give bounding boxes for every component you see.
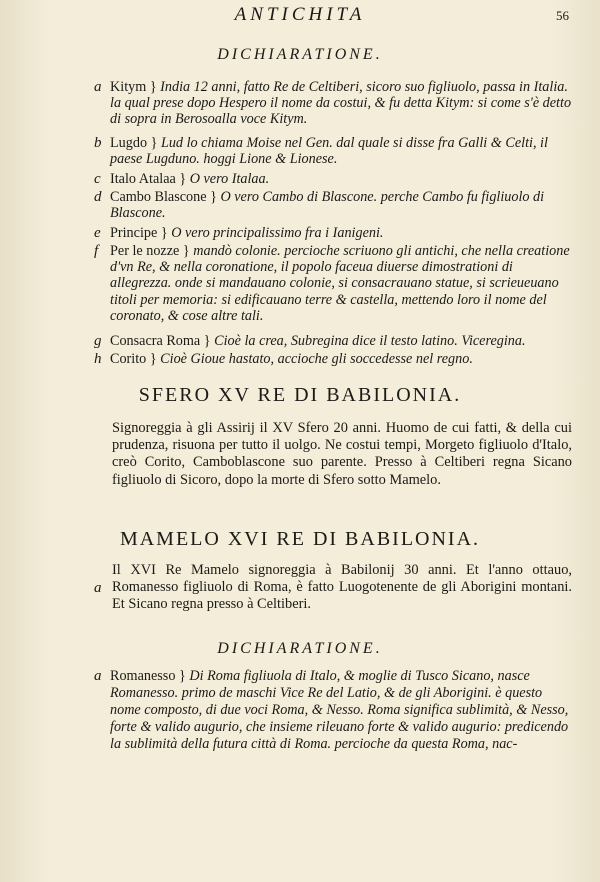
note-marker: c <box>94 171 101 187</box>
note-entry: Romanesso } Di Roma figliuola di Italo, & moglie di Tusco Sicano, nasce Romanesso. primo de maschi Vice Re del Latio, & de gli Aborigini. è questo nome composto, di due voci Roma, & Nesso. Roma significa sublimità, & Nesso, forte & valido augurio, che insieme rileuano forte & valido augurio: predicendo la sublimità della futura città di Roma. percioche da questa Roma, nac- <box>110 668 569 752</box>
note-entry: Italo Atalaa } O vero Italaa. <box>110 171 270 187</box>
note-entry: Kitym } India 12 anni, fatto Re de Celtiberi, sicoro suo figliuolo, passa in Italia. la qual prese dopo Hespero il nome da costui, & fu detta Kitym: si come s'è detto di sopra in Berosoalla voce Kitym. <box>110 79 572 128</box>
note-text: Cioè la crea, Subregina dice il testo latino. Viceregina. <box>214 333 526 349</box>
body-paragraph: Il XVI Re Mamelo signoreggia à Babilonij 30 anni. Et l'anno ottauo, Romanesso figliuolo di Roma, è fatto Luogotenente de gli Aborigini montani. Et Sicano regna presso à Celtiberi. <box>112 562 572 613</box>
note-entry: Principe } O vero principalissimo fra i Ianigeni. <box>110 225 384 241</box>
note-marker: d <box>94 189 102 205</box>
note-term: Principe <box>110 225 158 241</box>
paragraph-marker: a <box>94 580 102 596</box>
note-term: Per le nozze <box>110 243 180 259</box>
note-text: India 12 anni, fatto Re de Celtiberi, sicoro suo figliuolo, passa in Italia. la qual prese dopo Hespero il nome da costui, & fu detta Kitym: si come s'è detto di sopra in Berosoalla voce Kitym. <box>110 79 572 128</box>
note-entry: Per le nozze } mandò colonie. percioche scriuono gli antichi, che nella creatione d'vn Re, & nella coronatione, il popolo faceua diuerse dimostrationi di allegrezza. onde si mandauano colonie, si consacrauano statue, si scrieueuano titoli per memoria: si edificauano terre & castella, mettendo loro il nome del coronato, & cose altre tali. <box>110 243 570 324</box>
note-entry: Lugdo } Lud lo chiama Moise nel Gen. dal quale si disse fra Galli & Celti, il paese Lugduno. hoggi Lione & Lionese. <box>110 135 548 168</box>
note-entry: Cambo Blascone } O vero Cambo di Blascone. perche Cambo fu figliuolo di Blascone. <box>110 189 545 222</box>
note-term: Cambo Blascone <box>110 189 207 205</box>
section-title-dichiaratione: DICHIARATIONE. <box>217 640 383 657</box>
note-term: Lugdo <box>110 135 148 151</box>
body-paragraph: Signoreggia à gli Assirij il XV Sfero 20 anni. Huomo de cui fatti, & della cui prudenza, risuona per tutto il uolgo. Ne costui tempi, Morgeto figliuolo d'Italo, creò Corito, Camboblascone suo parente. Presso à Celtiberi regna Sicano figliuolo di Sicoro, dopo la morte di Sfero sotto Mamelo. <box>112 420 572 488</box>
section-title-dichiaratione: DICHIARATIONE. <box>217 46 383 63</box>
note-marker: g <box>94 333 102 349</box>
note-term: Consacra Roma <box>110 333 201 349</box>
note-marker: a <box>94 668 102 684</box>
note-marker: f <box>94 243 99 259</box>
note-entry: Corito } Cioè Gioue hastato, accioche gli soccedesse nel regno. <box>110 351 473 367</box>
note-term: Corito <box>110 351 147 367</box>
note-text: Cioè Gioue hastato, accioche gli soccedesse nel regno. <box>160 351 473 367</box>
note-marker: e <box>94 225 101 241</box>
chapter-heading-mamelo: MAMELO XVI RE DI BABILONIA. <box>119 528 481 550</box>
note-marker: a <box>94 79 102 95</box>
page-number: 56 <box>556 8 569 23</box>
note-text: mandò colonie. percioche scriuono gli antichi, che nella creatione d'vn Re, & nella coronatione, il popolo faceua diuerse dimostrationi di allegrezza. onde si mandauano colonie, si consacrauano statue, si scrieueuano titoli per memoria: si edificauano terre & castella, mettendo loro il nome del coronato, & cose altre tali. <box>110 243 570 324</box>
note-text: O vero Cambo di Blascone. perche Cambo fu figliuolo di Blascone. <box>110 189 545 222</box>
note-term: Romanesso <box>110 668 176 684</box>
note-text: Di Roma figliuola di Italo, & moglie di Tusco Sicano, nasce Romanesso. primo de maschi Vice Re del Latio, & de gli Aborigini. è questo nome composto, di due voci Roma, & Nesso. Roma significa sublimità, & Nesso, forte & valido augurio, che insieme rileuano forte & valido augurio: predicendo la sublimità della futura città di Roma. percioche da questa Roma, nac- <box>110 668 569 752</box>
chapter-heading-sfero: SFERO XV RE DI BABILONIA. <box>138 384 462 406</box>
running-head: ANTICHITA <box>234 4 366 25</box>
note-marker: b <box>94 135 102 151</box>
note-term: Kitym <box>110 79 147 95</box>
note-marker: h <box>94 351 102 367</box>
note-term: Italo Atalaa <box>110 171 176 187</box>
note-text: O vero Italaa. <box>189 171 270 187</box>
note-text: Lud lo chiama Moise nel Gen. dal quale si disse fra Galli & Celti, il paese Lugduno. hoggi Lione & Lionese. <box>110 135 548 168</box>
note-text: O vero principalissimo fra i Ianigeni. <box>171 225 384 241</box>
note-entry: Consacra Roma } Cioè la crea, Subregina dice il testo latino. Viceregina. <box>110 333 526 349</box>
